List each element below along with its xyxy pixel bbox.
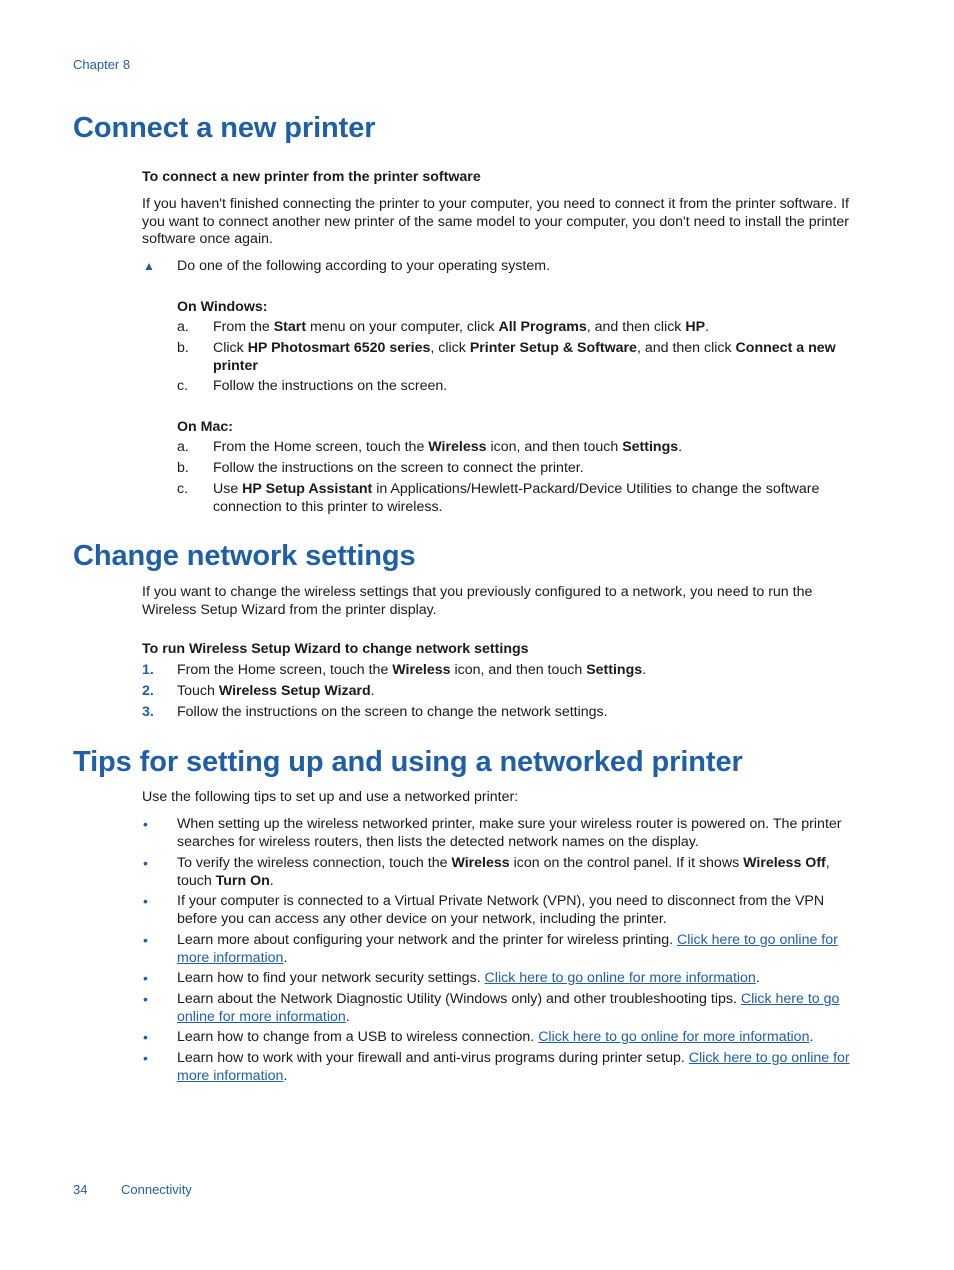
bullet-icon: •	[143, 970, 148, 986]
step-number: 3.	[142, 704, 154, 720]
bullet-icon: •	[143, 816, 148, 832]
more-info-link[interactable]: Click here to go online for more information	[538, 1029, 810, 1045]
tip-item: Learn how to find your network security settings. Click here to go online for more information.	[177, 970, 760, 986]
bullet-icon: •	[143, 1029, 148, 1045]
bullet-icon: •	[143, 991, 148, 1007]
tip-item: If your computer is connected to a Virtual Private Network (VPN), you need to disconnect from the VPN before you can access any other device on your network, including the printer.	[177, 893, 825, 927]
tip-item: Learn more about configuring your network and the printer for wireless printing. Click here to go online for more information.	[177, 932, 838, 966]
list-marker: b.	[177, 460, 189, 476]
more-info-link[interactable]: Click here to go online for	[676, 932, 838, 948]
tip-item: Learn how to change from a USB to wireless connection. Click here to go online for more information.	[177, 1029, 814, 1045]
network-step-2: Touch Wireless Setup Wizard.	[177, 683, 375, 699]
footer-section-label: Connectivity	[121, 1182, 192, 1197]
connect-step: Do one of the following according to your operating system.	[177, 258, 551, 274]
network-step-3: Follow the instructions on the screen to change the network settings.	[177, 704, 608, 720]
tips-intro: Use the following tips to set up and use a networked printer:	[142, 789, 519, 805]
windows-step-c: Follow the instructions on the screen.	[213, 378, 448, 394]
connect-subheading: To connect a new printer from the printer software	[142, 169, 481, 185]
bullet-icon: •	[143, 932, 148, 948]
more-info-link[interactable]: Click here to go	[740, 991, 840, 1007]
mac-label: On Mac:	[177, 419, 233, 435]
more-info-link[interactable]: more information	[177, 949, 284, 966]
triangle-bullet-icon: ▲	[143, 259, 155, 273]
section-title-network: Change network settings	[73, 540, 416, 572]
step-number: 2.	[142, 683, 154, 699]
network-step-1: From the Home screen, touch the Wireless icon, and then touch Settings.	[177, 662, 647, 678]
step-number: 1.	[142, 662, 154, 678]
network-intro: If you want to change the wireless settings that you previously configured to a network, you need to run the Wireless Setup Wizard from the printer display.	[142, 584, 813, 618]
more-info-link[interactable]: online for more information	[177, 1008, 346, 1025]
bullet-icon: •	[143, 1050, 148, 1066]
list-marker: a.	[177, 439, 189, 455]
more-info-link[interactable]: more information	[177, 1067, 284, 1084]
more-info-link[interactable]: Click here to go online for more information	[484, 970, 756, 986]
list-marker: c.	[177, 378, 189, 394]
mac-step-b: Follow the instructions on the screen to connect the printer.	[213, 460, 584, 476]
mac-step-c: Use HP Setup Assistant in Applications/Hewlett-Packard/Device Utilities to change the software connection to this printer to wireless.	[213, 481, 820, 515]
windows-step-a: From the Start menu on your computer, click All Programs, and then click HP.	[213, 319, 710, 335]
network-subheading: To run Wireless Setup Wizard to change network settings	[142, 641, 529, 657]
windows-label: On Windows:	[177, 299, 268, 315]
more-info-link[interactable]: Click here to go online for	[688, 1050, 850, 1066]
page-number: 34	[73, 1182, 88, 1197]
tip-item: To verify the wireless connection, touch the Wireless icon on the control panel. If it shows Wireless Off, touch Turn On.	[177, 855, 830, 889]
connect-intro: If you haven't finished connecting the printer to your computer, you need to connect it from the printer software. If you want to connect another new printer of the same model to your computer, you don't need to install the printer software once again.	[142, 196, 849, 247]
bullet-icon: •	[143, 855, 148, 871]
section-title-connect: Connect a new printer	[73, 112, 376, 144]
windows-step-b: Click HP Photosmart 6520 series, click Printer Setup & Software, and then click Connect a new printer	[213, 340, 836, 374]
list-marker: a.	[177, 319, 189, 335]
list-marker: b.	[177, 340, 189, 356]
tip-item: When setting up the wireless networked printer, make sure your wireless router is powered on. The printer searches for wireless routers, then lists the detected network names on the display.	[177, 816, 842, 850]
bullet-icon: •	[143, 893, 148, 909]
tip-item: Learn about the Network Diagnostic Utility (Windows only) and other troubleshooting tips. Click here to go online for more information.	[177, 991, 840, 1025]
tip-item: Learn how to work with your firewall and anti-virus programs during printer setup. Click here to go online for more information.	[177, 1050, 850, 1084]
chapter-label: Chapter 8	[73, 57, 131, 72]
mac-step-a: From the Home screen, touch the Wireless icon, and then touch Settings.	[213, 439, 683, 455]
list-marker: c.	[177, 481, 189, 497]
section-title-tips: Tips for setting up and using a networked printer	[73, 746, 743, 778]
